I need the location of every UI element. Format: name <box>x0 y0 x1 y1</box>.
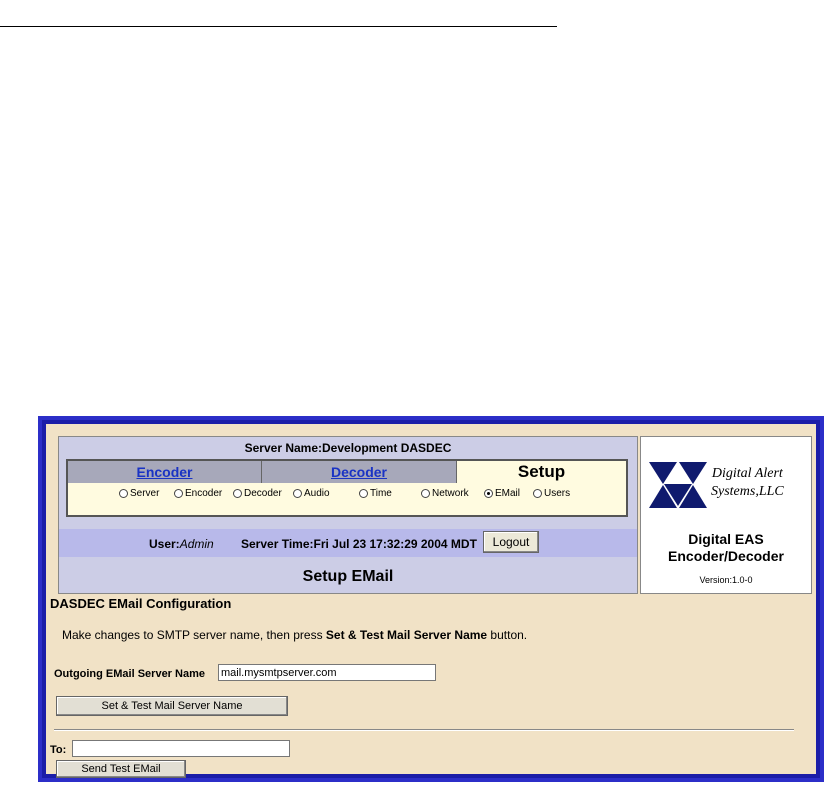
header-panel <box>58 436 638 594</box>
logo-panel <box>640 436 812 594</box>
radio-encoder[interactable] <box>174 488 222 499</box>
radio-button-selected[interactable] <box>484 489 493 498</box>
tab-setup[interactable]: Setup <box>457 461 626 483</box>
divider <box>54 729 794 731</box>
radio-label: Time <box>370 488 392 499</box>
radio-label: Audio <box>304 488 330 499</box>
content-area <box>46 424 816 774</box>
tab-decoder[interactable]: Decoder <box>262 461 457 483</box>
radio-decoder[interactable] <box>233 488 282 499</box>
logout-button[interactable]: Logout <box>483 531 539 553</box>
set-test-server-button[interactable]: Set & Test Mail Server Name <box>56 696 288 716</box>
app-window <box>38 416 824 782</box>
product-name <box>641 531 811 565</box>
radio-button[interactable] <box>359 489 368 498</box>
radio-label: EMail <box>495 488 521 499</box>
instructions-pre: Make changes to SMTP server name, then press <box>62 628 326 642</box>
radio-label: Network <box>432 488 469 499</box>
setup-options <box>68 488 626 506</box>
radio-users[interactable] <box>533 488 570 499</box>
instructions-post: button. <box>487 628 528 642</box>
company-logo-icon <box>649 459 709 513</box>
radio-email[interactable] <box>484 488 520 499</box>
tab-encoder[interactable]: Encoder <box>68 461 262 483</box>
radio-button[interactable] <box>421 489 430 498</box>
server-name: Server Name:Development DASDEC <box>244 441 452 455</box>
to-label: To: <box>50 744 67 756</box>
radio-label: Encoder <box>185 488 223 499</box>
product-name-line2: Encoder/Decoder <box>668 548 784 564</box>
navigation-tabs <box>66 459 628 517</box>
user-info <box>149 537 214 551</box>
send-test-email-button[interactable]: Send Test EMail <box>56 760 186 778</box>
radio-label: Server <box>130 488 160 499</box>
company-name-line2: Systems,LLC <box>711 484 784 499</box>
to-email-input[interactable] <box>72 740 290 757</box>
product-name-line1: Digital EAS <box>688 531 764 547</box>
page-title: Setup EMail <box>302 568 394 585</box>
config-title: DASDEC EMail Configuration <box>50 596 232 611</box>
radio-label: Decoder <box>244 488 282 499</box>
server-name-label: Outgoing EMail Server Name <box>54 668 205 680</box>
user-label: User: <box>149 537 180 551</box>
radio-button[interactable] <box>293 489 302 498</box>
radio-button[interactable] <box>533 489 542 498</box>
radio-audio[interactable] <box>293 488 330 499</box>
server-time: Server Time:Fri Jul 23 17:32:29 2004 MDT <box>241 537 477 551</box>
instructions-bold: Set & Test Mail Server Name <box>325 628 488 642</box>
smtp-server-input[interactable] <box>218 664 436 681</box>
radio-button[interactable] <box>119 489 128 498</box>
radio-server[interactable] <box>119 488 159 499</box>
top-rule <box>0 26 557 27</box>
company-name <box>711 465 784 501</box>
user-name: Admin <box>179 537 214 551</box>
radio-button[interactable] <box>174 489 183 498</box>
radio-time[interactable] <box>359 488 392 499</box>
instructions-text <box>62 628 527 642</box>
radio-button[interactable] <box>233 489 242 498</box>
company-name-line1: Digital Alert <box>711 466 783 481</box>
radio-network[interactable] <box>421 488 469 499</box>
version-label: Version:1.0-0 <box>699 575 753 585</box>
radio-label: Users <box>544 488 571 499</box>
